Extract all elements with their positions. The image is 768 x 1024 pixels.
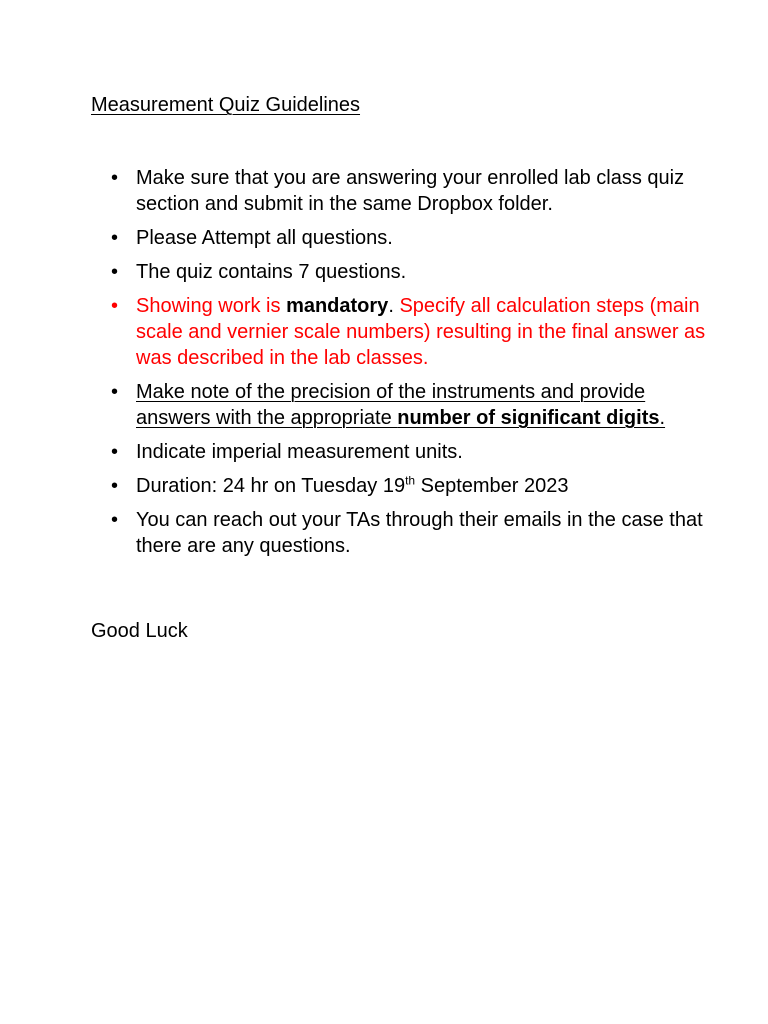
- list-item-contact-tas: [110, 507, 710, 559]
- text-part: .: [388, 295, 400, 317]
- bullet-icon: •: [111, 227, 119, 249]
- guidelines-list: [110, 165, 710, 567]
- list-item-text: [136, 381, 665, 429]
- list-item-units: [110, 439, 710, 465]
- ordinal-suffix: th: [405, 473, 416, 488]
- list-item-text: [136, 475, 569, 497]
- emphasis-text: number of significant digits: [397, 407, 660, 429]
- list-item-text: Make sure that you are answering your enrolled lab class quiz section and submit in the same Dropbox folder.: [136, 167, 685, 215]
- list-item-lab-section: [110, 165, 710, 217]
- list-item-attempt-all: [110, 225, 710, 251]
- bullet-icon: •: [111, 475, 119, 497]
- text-part: September 2023: [415, 475, 569, 497]
- bullet-icon: •: [111, 295, 119, 317]
- list-item-precision: [110, 379, 710, 431]
- list-item-text: The quiz contains 7 questions.: [136, 261, 407, 283]
- text-part: .: [659, 407, 666, 429]
- text-part: Make note of the precision of the instruments and provide answers with the appropriate: [136, 381, 646, 429]
- text-part: Specify all calculation steps (main scale and vernier scale numbers) resulting in the final answer as was described in the lab classes.: [136, 295, 706, 369]
- list-item-showing-work: [110, 293, 710, 371]
- bullet-icon: •: [111, 441, 119, 463]
- list-item-text: Please Attempt all questions.: [136, 227, 393, 249]
- bullet-icon: •: [111, 509, 119, 531]
- emphasis-text: mandatory: [286, 295, 389, 317]
- list-item-question-count: [110, 259, 710, 285]
- bullet-icon: •: [111, 381, 119, 403]
- bullet-icon: •: [111, 261, 119, 283]
- text-part: Duration: 24 hr on Tuesday 19: [136, 475, 406, 497]
- text-part: Showing work is: [136, 295, 287, 317]
- list-item-duration: [110, 473, 710, 499]
- list-item-text: You can reach out your TAs through their emails in the case that there are any questions.: [136, 509, 703, 557]
- bullet-icon: •: [111, 167, 119, 189]
- list-item-text: Indicate imperial measurement units.: [136, 441, 463, 463]
- closing-text: Good Luck: [91, 620, 188, 642]
- document-title: Measurement Quiz Guidelines: [91, 94, 361, 116]
- list-item-text: [136, 295, 705, 369]
